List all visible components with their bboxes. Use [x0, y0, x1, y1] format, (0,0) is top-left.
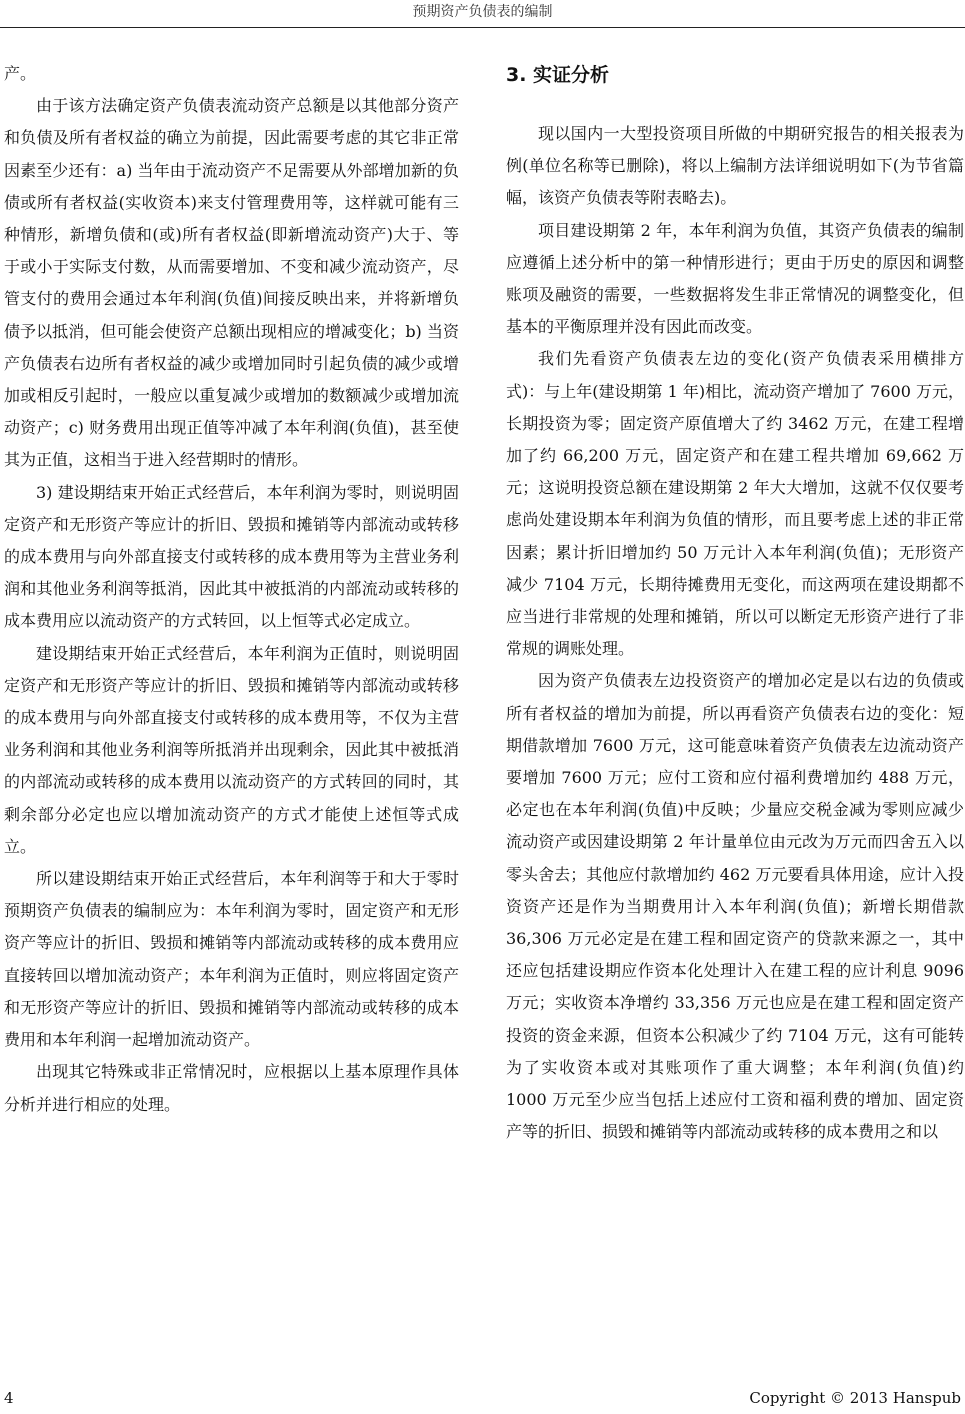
paragraph: 项目建设期第 2 年，本年利润为负值，其资产负债表的编制应遵循上述分析中的第一种情形进行；更由于历史的原因和调整账项及融资的需要，一些数据将发生非正常情况的调整变化，但基本的平衡原理并没有因此而改变。 — [506, 220, 964, 337]
paragraph: 建设期结束开始正式经营后，本年利润为正值时，则说明固定资产和无形资产等应计的折旧、毁损和摊销等内部流动或转移的成本费用与向外部直接支付或转移的成本费用等，不仅为主营业务利润和其他业务利润等所抵消并出现剩余，因此其中被抵消的内部流动或转移的成本费用以流动资产的方式转回的同时，其剩余部分必定也应以增加流动资产的方式才能使上述恒等式成立。 — [4, 643, 459, 856]
copyright-notice: Copyright © 2013 Hanspub — [749, 1389, 961, 1407]
section-heading: 3. 实证分析 — [506, 64, 610, 86]
paragraph: 出现其它特殊或非正常情况时，应根据以上基本原理作具体分析并进行相应的处理。 — [4, 1062, 459, 1114]
paragraph: 现以国内一大型投资项目所做的中期研究报告的相关报表为例(单位名称等已删除)，将以上编制方法详细说明如下(为节省篇幅，该资产负债表等附表略去)。 — [506, 124, 964, 208]
right-column — [506, 58, 964, 1149]
paragraph: 由于该方法确定资产负债表流动资产总额是以其他部分资产和负债及所有者权益的确立为前提，因此需要考虑的其它非正常因素至少还有：a) 当年由于流动资产不足需要从外部增加新的负债或所有者权益(实收资本)来支付管理费用等，这样就可能有三种情形，新增负债和(或)所有者权益(即新增流动资产)大于、等于或小于实际支付数，从而需要增加、不变和减少流动资产，尽管支付的费用会通过本年利润(负值)间接反映出来，并将新增负债予以抵消，但可能会使资产总额出现相应的增减变化；b) 当资产负债表右边所有者权益的减少或增加同时引起负债的减少或增加或相反引起时，一般应以重复减少或增加的数额减少或增加流动资产；c) 财务费用出现正值等冲减了本年利润(负值)，甚至使其为正值，这相当于进入经营期时的情形。 — [4, 96, 459, 470]
paragraph: 产。 — [4, 64, 37, 83]
left-column — [4, 58, 459, 1121]
paragraph: 3) 建设期结束开始正式经营后，本年利润为零时，则说明固定资产和无形资产等应计的折旧、毁损和摊销等内部流动或转移的成本费用与向外部直接支付或转移的成本费用等为主营业务利润和其他业务利润等抵消，因此其中被抵消的内部流动或转移的成本费用应以流动资产的方式转回，以上恒等式必定成立。 — [4, 482, 459, 631]
header-divider — [0, 27, 965, 28]
paragraph: 所以建设期结束开始正式经营后，本年利润等于和大于零时预期资产负债表的编制应为：本年利润为零时，固定资产和无形资产等应计的折旧、毁损和摊销等内部流动或转移的成本费用应直接转回以增加流动资产；本年利润为正值时，则应将固定资产和无形资产等应计的折旧、毁损和摊销等内部流动或转移的成本费用和本年利润一起增加流动资产。 — [4, 869, 459, 1050]
running-header: 预期资产负债表的编制 — [412, 4, 553, 20]
paragraph: 因为资产负债表左边投资资产的增加必定是以右边的负债或所有者权益的增加为前提，所以再看资产负债表右边的变化：短期借款增加 7600 万元，这可能意味着资产负债表左边流动资产要增加 7600 万元；应付工资和应付福利费增加约 488 万元，必定也在本年利润(负值)中反映；少量应交税金减为零则应减少流动资产或因建设期第 2 年计量单位由元改为万元而四舍五入以零头舍去；其他应付款增加约 462 万元要看具体用途，应计入投资资产还是作为当期费用计入本年利润(负值)；新增长期借款 36,306 万元必定是在建工程和固定资产的贷款来源之一，其中还应包括建设期应作资本化处理计入在建工程的应计利息 9096 万元；实收资本净增约 33,356 万元也应是在建工程和固定资产投资的资金来源，但资本公积减少了约 7104 万元，这有可能转为了实收资本或对其账项作了重大调整；本年利润(负值)约 1000 万元至少应当包括上述应付工资和福利费的增加、固定资产等的折旧、损毁和摊销等内部流动或转移的成本费用之和以 — [506, 671, 964, 1142]
paragraph: 我们先看资产负债表左边的变化(资产负债表采用横排方式)：与上年(建设期第 1 年)相比，流动资产增加了 7600 万元，长期投资为零；固定资产原值增大了约 3462 万元，在建工程增加了约 66,200 万元，固定资产和在建工程共增加 69,662 万元；这说明投资总额在建设期第 2 年大大增加，这就不仅仅要考虑尚处建设期本年利润为负值的情形，而且要考虑上述的非正常因素；累计折旧增加约 50 万元计入本年利润(负值)；无形资产减少 7104 万元，长期待摊费用无变化，而这两项在建设期都不应当进行非常规的处理和摊销，所以可以断定无形资产进行了非常规的调账处理。 — [506, 349, 964, 659]
page-number: 4 — [4, 1389, 14, 1407]
